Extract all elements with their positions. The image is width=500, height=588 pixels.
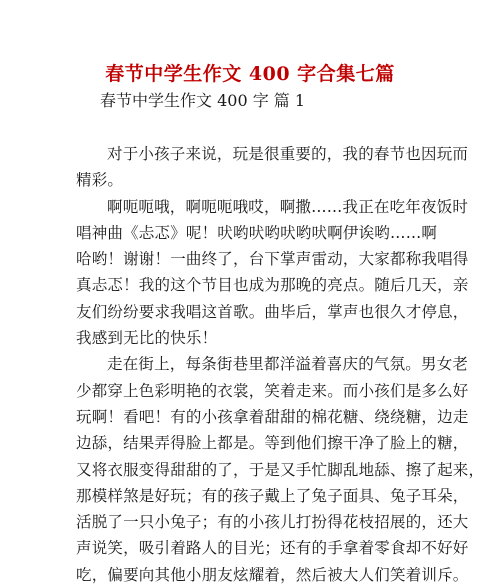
text-line: 友们纷纷要求我唱这首歌。曲毕后，掌声也很久才停息， bbox=[76, 302, 469, 321]
text-line: 少都穿上色彩明艳的衣裳，笑着走来。而小孩们是多么好 bbox=[76, 381, 469, 400]
text-line: 我感到无比的快乐！ bbox=[76, 329, 218, 348]
text-line: 真忐忑！我的这个节目也成为那晚的亮点。随后几天，亲 bbox=[76, 276, 469, 295]
text-line: 对于小孩子来说，玩是很重要的，我的春节也因玩而 bbox=[107, 145, 469, 163]
text-line: 又将衣服变得甜甜的了，于是又手忙脚乱地舔、擦了起来， bbox=[76, 460, 485, 479]
text-line: 唱神曲《忐忑》呢！吠哟吠哟吠哟吠啊伊诶哟……啊 bbox=[76, 223, 438, 242]
document-title: 春节中学生作文 400 字合集七篇 bbox=[105, 63, 395, 85]
text-line: 边舔，结果弄得脸上都是。等到他们擦干净了脸上的糖， bbox=[76, 434, 469, 453]
essay-subtitle: 春节中学生作文 400 字 篇 1 bbox=[100, 91, 306, 110]
text-line: 吃，偏要向其他小朋友炫耀着，然后被大人们笑着训斥。 bbox=[76, 565, 469, 584]
text-line: 哈哟！谢谢！一曲终了，台下掌声雷动，大家都称我唱得 bbox=[76, 250, 469, 269]
text-line: 活脱了一只小兔子；有的小孩儿打扮得花枝招展的，还大 bbox=[76, 513, 469, 532]
essay-body bbox=[76, 141, 485, 588]
text-line: 玩啊！看吧！有的小孩拿着甜甜的棉花糖、绕绕糖，边走 bbox=[76, 407, 469, 426]
text-line: 啊呃呃哦，啊呃呃哦哎，啊撒……我正在吃年夜饭时 bbox=[107, 197, 469, 216]
text-line: 精彩。 bbox=[76, 171, 124, 190]
text-line: 那模样煞是好玩；有的孩子戴上了兔子面具、兔子耳朵， bbox=[76, 486, 469, 505]
text-line: 走在街上，每条街巷里都洋溢着喜庆的气氛。男女老 bbox=[107, 355, 469, 374]
text-line: 声说笑，吸引着路人的目光；还有的手拿着零食却不好好 bbox=[76, 539, 469, 558]
